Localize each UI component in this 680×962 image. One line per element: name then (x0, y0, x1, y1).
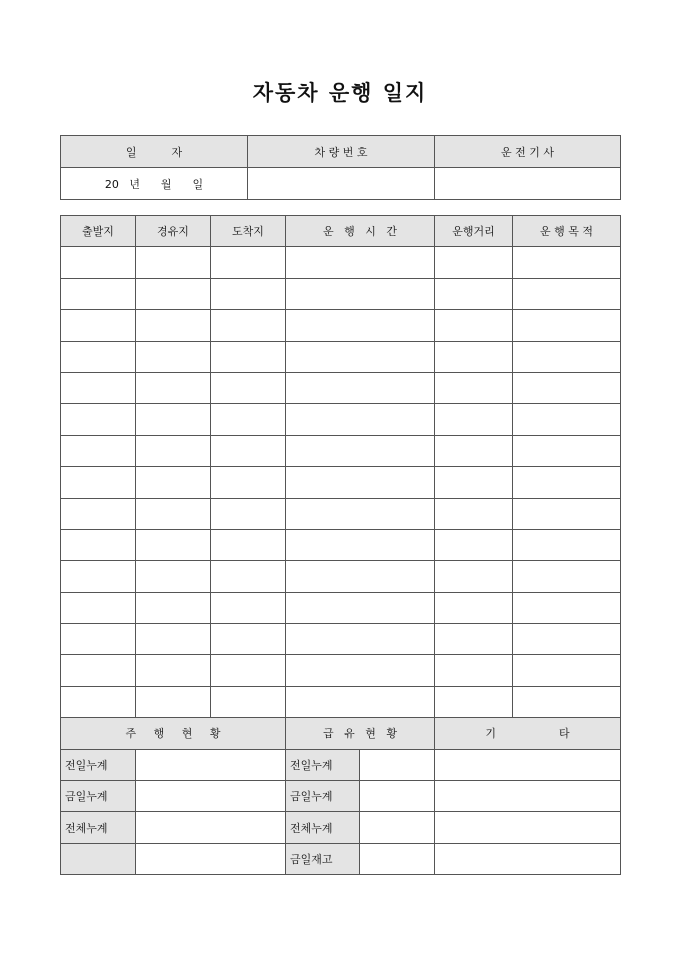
arrival-cell[interactable] (211, 655, 286, 686)
departure-cell[interactable] (61, 686, 136, 717)
driving-time-cell[interactable] (286, 310, 435, 341)
purpose-cell[interactable] (513, 435, 621, 466)
purpose-cell[interactable] (513, 686, 621, 717)
arrival-cell[interactable] (211, 686, 286, 717)
arrival-cell[interactable] (211, 404, 286, 435)
log-row (61, 624, 621, 655)
waypoint-cell[interactable] (136, 341, 211, 372)
date-field[interactable]: 20 년 월 일 (61, 168, 248, 200)
departure-cell[interactable] (61, 372, 136, 403)
page-title: 자동차 운행 일지 (252, 80, 428, 105)
departure-cell[interactable] (61, 278, 136, 309)
distance-cell[interactable] (435, 341, 513, 372)
purpose-cell[interactable] (513, 561, 621, 592)
driving-value-cell[interactable] (136, 781, 286, 812)
departure-cell[interactable] (61, 529, 136, 560)
driving-time-cell[interactable] (286, 467, 435, 498)
waypoint-cell[interactable] (136, 529, 211, 560)
summary-row (61, 812, 621, 843)
departure-cell[interactable] (61, 467, 136, 498)
distance-cell[interactable] (435, 435, 513, 466)
departure-cell[interactable] (61, 561, 136, 592)
vehicle-number-header: 차 량 번 호 (248, 136, 435, 168)
fuel-value-cell[interactable] (360, 749, 435, 780)
purpose-cell[interactable] (513, 310, 621, 341)
driving-time-cell[interactable] (286, 247, 435, 278)
waypoint-cell[interactable] (136, 686, 211, 717)
distance-cell[interactable] (435, 655, 513, 686)
waypoint-cell[interactable] (136, 404, 211, 435)
fuel-label: 전일누계 (286, 749, 360, 780)
column-header-driving-time: 운 행 시 간 (286, 216, 435, 247)
driving-time-cell[interactable] (286, 592, 435, 623)
fuel-value-cell[interactable] (360, 781, 435, 812)
arrival-cell[interactable] (211, 341, 286, 372)
distance-cell[interactable] (435, 404, 513, 435)
departure-cell[interactable] (61, 624, 136, 655)
driving-time-cell[interactable] (286, 624, 435, 655)
arrival-cell[interactable] (211, 278, 286, 309)
arrival-cell[interactable] (211, 592, 286, 623)
driving-log-table (60, 215, 621, 875)
distance-cell[interactable] (435, 624, 513, 655)
purpose-cell[interactable] (513, 655, 621, 686)
summary-row (61, 843, 621, 874)
driving-time-cell[interactable] (286, 561, 435, 592)
column-header-distance: 운행거리 (435, 216, 513, 247)
log-row (61, 561, 621, 592)
waypoint-cell[interactable] (136, 498, 211, 529)
purpose-cell[interactable] (513, 278, 621, 309)
driving-label: 금일누계 (61, 781, 136, 812)
purpose-cell[interactable] (513, 624, 621, 655)
waypoint-cell[interactable] (136, 278, 211, 309)
header-value-row (61, 168, 621, 200)
driving-time-cell[interactable] (286, 686, 435, 717)
waypoint-cell[interactable] (136, 247, 211, 278)
waypoint-cell[interactable] (136, 561, 211, 592)
log-row (61, 372, 621, 403)
distance-cell[interactable] (435, 561, 513, 592)
departure-cell[interactable] (61, 404, 136, 435)
driving-label: 전일누계 (61, 749, 136, 780)
driving-status-header: 주 행 현 황 (61, 718, 286, 749)
purpose-cell[interactable] (513, 247, 621, 278)
fuel-label: 금일재고 (286, 843, 360, 874)
driver-field[interactable] (435, 168, 621, 200)
column-header-purpose: 운 행 목 적 (513, 216, 621, 247)
distance-cell[interactable] (435, 310, 513, 341)
distance-cell[interactable] (435, 247, 513, 278)
driving-value-cell[interactable] (136, 812, 286, 843)
arrival-cell[interactable] (211, 529, 286, 560)
arrival-cell[interactable] (211, 498, 286, 529)
summary-header-row (61, 718, 621, 749)
driving-time-cell[interactable] (286, 372, 435, 403)
log-row (61, 341, 621, 372)
column-header-waypoint: 경유지 (136, 216, 211, 247)
distance-cell[interactable] (435, 686, 513, 717)
driving-time-cell[interactable] (286, 435, 435, 466)
log-row (61, 498, 621, 529)
column-header-arrival: 도착지 (211, 216, 286, 247)
log-row (61, 435, 621, 466)
log-row (61, 404, 621, 435)
date-header: 일 자 (61, 136, 248, 168)
log-header-row (61, 216, 621, 247)
purpose-cell[interactable] (513, 529, 621, 560)
other-cell[interactable] (435, 812, 621, 843)
purpose-cell[interactable] (513, 467, 621, 498)
fuel-label: 금일누계 (286, 781, 360, 812)
fuel-value-cell[interactable] (360, 843, 435, 874)
fuel-status-header: 급 유 현 황 (286, 718, 435, 749)
departure-cell[interactable] (61, 435, 136, 466)
departure-cell[interactable] (61, 310, 136, 341)
driving-value-cell[interactable] (136, 749, 286, 780)
departure-cell[interactable] (61, 247, 136, 278)
summary-row (61, 781, 621, 812)
driving-value-cell[interactable] (136, 843, 286, 874)
vehicle-number-field[interactable] (248, 168, 435, 200)
other-cell[interactable] (435, 749, 621, 780)
waypoint-cell[interactable] (136, 372, 211, 403)
purpose-cell[interactable] (513, 592, 621, 623)
departure-cell[interactable] (61, 341, 136, 372)
driving-time-cell[interactable] (286, 278, 435, 309)
driving-time-cell[interactable] (286, 498, 435, 529)
arrival-cell[interactable] (211, 561, 286, 592)
distance-cell[interactable] (435, 278, 513, 309)
other-cell[interactable] (435, 781, 621, 812)
purpose-cell[interactable] (513, 341, 621, 372)
departure-cell[interactable] (61, 592, 136, 623)
distance-cell[interactable] (435, 529, 513, 560)
other-header: 기 타 (435, 718, 621, 749)
arrival-cell[interactable] (211, 247, 286, 278)
driving-time-cell[interactable] (286, 655, 435, 686)
waypoint-cell[interactable] (136, 467, 211, 498)
waypoint-cell[interactable] (136, 310, 211, 341)
driving-time-cell[interactable] (286, 529, 435, 560)
driving-label (61, 843, 136, 874)
purpose-cell[interactable] (513, 498, 621, 529)
log-row (61, 247, 621, 278)
fuel-label: 전체누계 (286, 812, 360, 843)
log-row (61, 310, 621, 341)
departure-cell[interactable] (61, 655, 136, 686)
purpose-cell[interactable] (513, 372, 621, 403)
column-header-departure: 출발지 (61, 216, 136, 247)
waypoint-cell[interactable] (136, 435, 211, 466)
header-info-table (60, 135, 621, 200)
purpose-cell[interactable] (513, 404, 621, 435)
fuel-value-cell[interactable] (360, 812, 435, 843)
arrival-cell[interactable] (211, 310, 286, 341)
arrival-cell[interactable] (211, 435, 286, 466)
summary-row (61, 749, 621, 780)
distance-cell[interactable] (435, 592, 513, 623)
waypoint-cell[interactable] (136, 655, 211, 686)
arrival-cell[interactable] (211, 372, 286, 403)
log-row (61, 278, 621, 309)
log-row (61, 655, 621, 686)
driving-label: 전체누계 (61, 812, 136, 843)
log-row (61, 592, 621, 623)
distance-cell[interactable] (435, 467, 513, 498)
distance-cell[interactable] (435, 372, 513, 403)
distance-cell[interactable] (435, 498, 513, 529)
driver-header: 운 전 기 사 (435, 136, 621, 168)
header-info-row (61, 136, 621, 168)
other-cell[interactable] (435, 843, 621, 874)
waypoint-cell[interactable] (136, 592, 211, 623)
waypoint-cell[interactable] (136, 624, 211, 655)
driving-time-cell[interactable] (286, 341, 435, 372)
arrival-cell[interactable] (211, 467, 286, 498)
driving-time-cell[interactable] (286, 404, 435, 435)
log-row (61, 686, 621, 717)
log-row (61, 529, 621, 560)
departure-cell[interactable] (61, 498, 136, 529)
arrival-cell[interactable] (211, 624, 286, 655)
log-row (61, 467, 621, 498)
